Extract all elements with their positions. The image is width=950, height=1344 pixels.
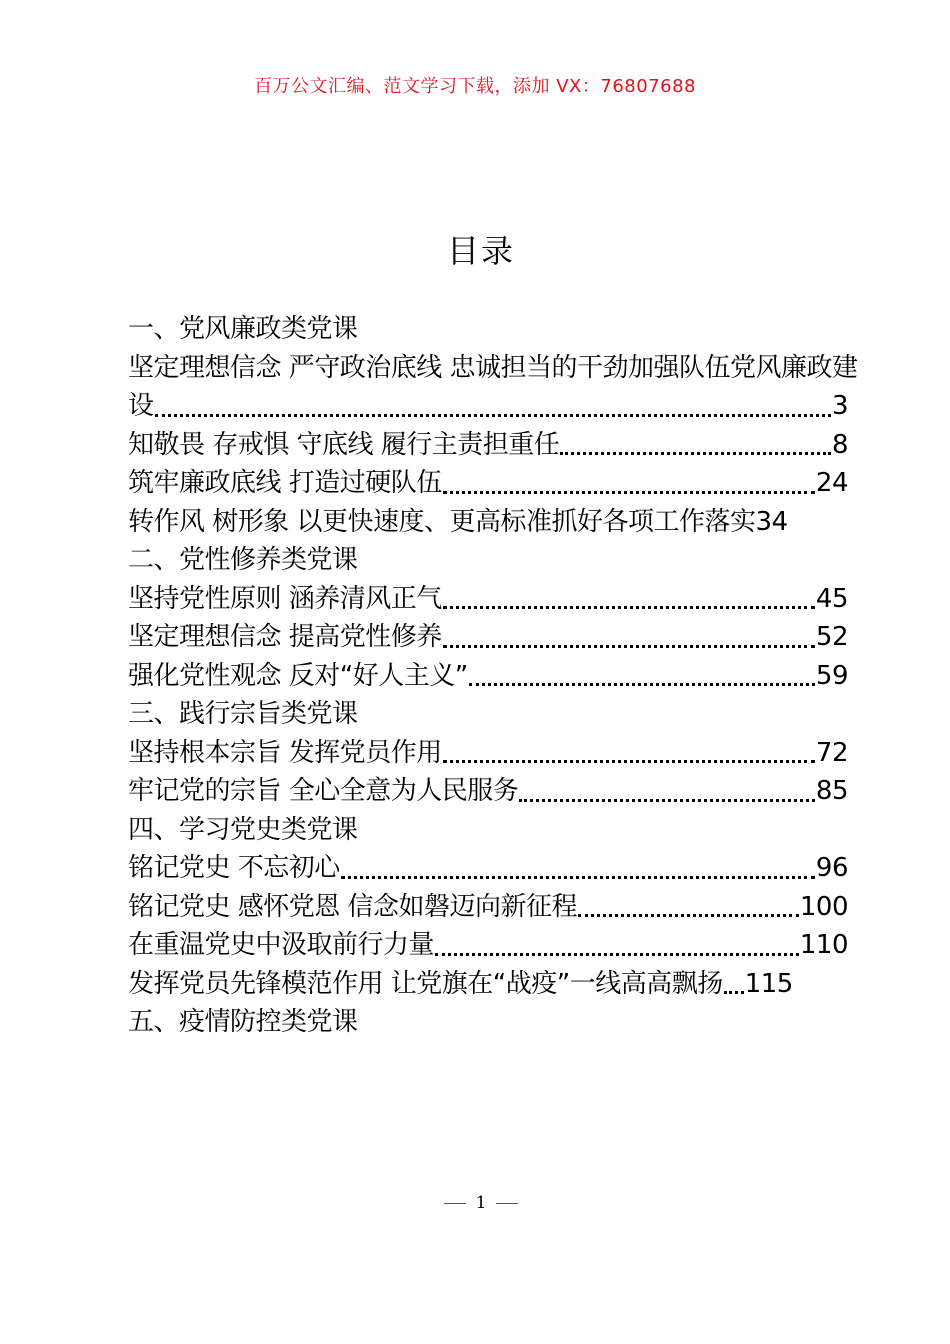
toc-entry[interactable] — [128, 657, 848, 696]
toc-entry-text: 坚持党性原则 涵养清风正气 — [128, 583, 442, 614]
toc-entry[interactable] — [128, 387, 848, 426]
dot-leader — [443, 760, 815, 763]
toc-entry[interactable] — [128, 965, 848, 1004]
toc-entry[interactable] — [128, 926, 848, 965]
dot-leader — [724, 991, 744, 994]
toc-entry[interactable] — [128, 849, 848, 888]
toc-entry[interactable] — [128, 772, 848, 811]
dot-leader — [435, 953, 799, 956]
toc-section-heading: 一、党风廉政类党课 — [128, 314, 358, 344]
header-note: 百万公文汇编、范文学习下载，添加 VX：76807688 — [254, 76, 696, 97]
page-number: 1 — [475, 1193, 487, 1213]
toc-entry-text: 筑牢廉政底线 打造过硬队伍 — [128, 468, 442, 498]
dot-leader — [519, 799, 815, 802]
toc-entry-text: 设 — [128, 391, 154, 421]
dot-leader — [443, 606, 815, 609]
dot-leader — [155, 414, 831, 417]
toc-entry-text: 知敬畏 存戒惧 守底线 履行主责担重任 — [128, 429, 560, 460]
page-footer — [0, 1193, 950, 1213]
toc-entry[interactable] — [128, 888, 848, 927]
toc-entry[interactable] — [128, 580, 848, 619]
toc-entry-text: 强化党性观念 反对“好人主义” — [128, 660, 468, 691]
toc-entry-text: 在重温党史中汲取前行力量 — [128, 930, 435, 960]
toc-page-number: 110 — [799, 930, 848, 960]
dot-leader — [469, 683, 815, 686]
toc-page-number: 100 — [799, 891, 848, 922]
toc-section-heading: 五、疫情防控类党课 — [128, 1007, 358, 1037]
table-of-contents — [128, 310, 858, 1042]
toc-page-number: 96 — [815, 853, 848, 883]
toc-entry-text: 坚持根本宗旨 发挥党员作用 — [128, 737, 442, 768]
toc-page-number: 72 — [815, 737, 848, 768]
dot-leader — [341, 876, 815, 879]
toc-entry[interactable] — [128, 618, 848, 657]
page-title: 目录 — [446, 232, 515, 270]
toc-entry[interactable] — [128, 503, 848, 542]
toc-page-number: 8 — [831, 429, 848, 460]
toc-entry-text: 坚定理想信念 提高党性修养 — [128, 622, 442, 652]
toc-entry-text-line[interactable] — [128, 349, 858, 388]
toc-entry-text: 坚定理想信念 严守政治底线 忠诚担当的干劲加强队伍党风廉政建 — [128, 352, 858, 383]
toc-section-heading: 四、学习党史类党课 — [128, 814, 358, 845]
toc-section-heading: 三、践行宗旨类党课 — [128, 699, 358, 729]
toc-entry-text: 转作风 树形象 以更快速度、更高标准抓好各项工作落实 — [128, 506, 756, 537]
dot-leader — [443, 645, 815, 648]
footer-dash-right — [496, 1203, 518, 1204]
toc-entry[interactable] — [128, 426, 848, 465]
toc-entry-text: 铭记党史 感怀党恩 信念如磐迈向新征程 — [128, 891, 578, 922]
toc-page-number: 24 — [815, 468, 848, 498]
footer-dash-left — [444, 1203, 466, 1204]
toc-entry-text: 牢记党的宗旨 全心全意为人民服务 — [128, 776, 519, 806]
toc-page-number: 52 — [815, 622, 848, 652]
toc-page-number: 59 — [815, 660, 848, 691]
dot-leader — [443, 491, 815, 494]
toc-page-number: 115 — [744, 968, 793, 999]
dot-leader — [578, 914, 799, 917]
toc-entry-text: 发挥党员先锋模范作用 让党旗在“战疫”一线高高飘扬 — [128, 968, 723, 999]
toc-section-heading: 二、党性修养类党课 — [128, 545, 358, 575]
dot-leader — [560, 452, 831, 455]
toc-entry-text: 铭记党史 不忘初心 — [128, 853, 340, 883]
toc-page-number: 3 — [831, 391, 848, 421]
toc-page-number: 45 — [815, 583, 848, 614]
toc-page-number: 85 — [815, 776, 848, 806]
toc-page-number: 34 — [755, 506, 788, 537]
toc-entry[interactable] — [128, 464, 848, 503]
toc-entry[interactable] — [128, 734, 848, 773]
